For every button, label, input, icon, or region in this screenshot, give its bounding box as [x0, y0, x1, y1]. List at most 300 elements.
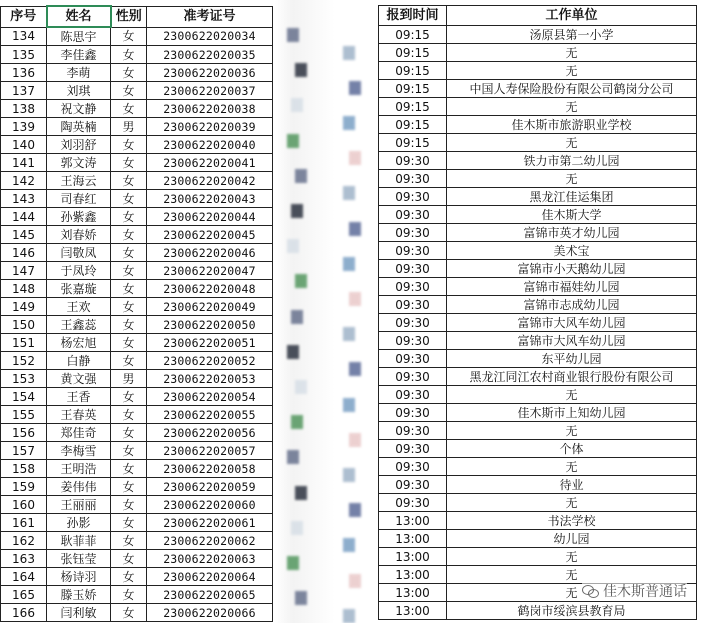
cell-employer[interactable]: 富锦市大风车幼儿园 [447, 332, 697, 350]
cell-name[interactable]: 司春红 [47, 190, 111, 208]
table-row [379, 260, 697, 278]
cell-name[interactable]: 郑佳奇 [47, 424, 111, 442]
watermark-text: 佳木斯普通话 [603, 584, 687, 600]
cell-gender[interactable]: 女 [111, 172, 147, 190]
cell-exam-id[interactable]: 2300622020066 [147, 604, 273, 622]
table-row [379, 476, 697, 494]
table-row [379, 152, 697, 170]
table-row [1, 550, 273, 568]
cell-employer[interactable]: 中国人寿保险股份有限公司鹤岗分公司 [447, 80, 697, 98]
redaction-block [291, 415, 303, 429]
cell-employer[interactable]: 汤原县第一小学 [447, 26, 697, 44]
table-row [1, 262, 273, 280]
header-index: 序号 [1, 6, 47, 27]
cell-index[interactable]: 152 [1, 352, 47, 370]
cell-name[interactable]: 杨诗羽 [47, 568, 111, 586]
cell-employer[interactable]: 无 [447, 584, 697, 602]
cell-index[interactable]: 160 [1, 496, 47, 514]
cell-index[interactable]: 138 [1, 100, 47, 118]
cell-employer[interactable]: 佳木斯市上知幼儿园 [447, 404, 697, 422]
table-row [1, 280, 273, 298]
table-row [1, 604, 273, 622]
cell-exam-id[interactable]: 2300622020059 [147, 478, 273, 496]
cell-gender[interactable]: 女 [111, 27, 147, 46]
cell-name[interactable]: 刘春娇 [47, 226, 111, 244]
table-row [1, 478, 273, 496]
left-header-row [1, 6, 273, 27]
cell-name[interactable]: 张钰莹 [47, 550, 111, 568]
cell-employer[interactable]: 富锦市大风车幼儿园 [447, 314, 697, 332]
cell-exam-id[interactable]: 2300622020056 [147, 424, 273, 442]
cell-index[interactable]: 148 [1, 280, 47, 298]
redaction-block [291, 98, 303, 112]
redaction-block [343, 257, 355, 271]
cell-checkin-time[interactable]: 09:15 [379, 134, 447, 152]
redaction-block [343, 609, 355, 623]
table-row [379, 458, 697, 476]
table-row [379, 314, 697, 332]
cell-index[interactable]: 155 [1, 406, 47, 424]
cell-checkin-time[interactable]: 09:30 [379, 170, 447, 188]
cell-index[interactable]: 165 [1, 586, 47, 604]
cell-exam-id[interactable]: 2300622020036 [147, 64, 273, 82]
cell-name[interactable]: 白静 [47, 352, 111, 370]
table-row [379, 170, 697, 188]
cell-name[interactable]: 孙紫鑫 [47, 208, 111, 226]
cell-gender[interactable]: 男 [111, 370, 147, 388]
cell-exam-id[interactable]: 2300622020041 [147, 154, 273, 172]
table-row [379, 422, 697, 440]
cell-employer[interactable]: 富锦市小天鹅幼儿园 [447, 260, 697, 278]
cell-checkin-time[interactable]: 09:15 [379, 116, 447, 134]
cell-gender[interactable]: 女 [111, 154, 147, 172]
cell-checkin-time[interactable]: 09:30 [379, 332, 447, 350]
watermark [582, 581, 687, 601]
table-row [1, 334, 273, 352]
cell-checkin-time[interactable]: 09:15 [379, 98, 447, 116]
cell-name[interactable]: 李佳鑫 [47, 46, 111, 64]
cell-exam-id[interactable]: 2300622020050 [147, 316, 273, 334]
table-row [379, 98, 697, 116]
cell-checkin-time[interactable]: 09:30 [379, 260, 447, 278]
redaction-block [295, 274, 307, 288]
cell-checkin-time[interactable]: 09:30 [379, 152, 447, 170]
table-row [1, 586, 273, 604]
cell-index[interactable]: 135 [1, 46, 47, 64]
cell-gender[interactable]: 女 [111, 316, 147, 334]
cell-checkin-time[interactable]: 09:30 [379, 368, 447, 386]
cell-index[interactable]: 145 [1, 226, 47, 244]
cell-employer[interactable]: 无 [447, 98, 697, 116]
table-row [1, 208, 273, 226]
cell-index[interactable]: 140 [1, 136, 47, 154]
table-row [1, 514, 273, 532]
cell-gender[interactable]: 女 [111, 298, 147, 316]
cell-gender[interactable]: 女 [111, 388, 147, 406]
redaction-block [343, 46, 355, 60]
cell-index[interactable]: 141 [1, 154, 47, 172]
table-row [379, 206, 697, 224]
cell-name[interactable]: 刘羽舒 [47, 136, 111, 154]
cell-exam-id[interactable]: 2300622020055 [147, 406, 273, 424]
cell-name[interactable]: 王丽丽 [47, 496, 111, 514]
cell-checkin-time[interactable]: 09:30 [379, 314, 447, 332]
cell-exam-id[interactable]: 2300622020060 [147, 496, 273, 514]
cell-name[interactable]: 姜伟伟 [47, 478, 111, 496]
cell-employer[interactable]: 无 [447, 134, 697, 152]
cell-employer[interactable]: 黑龙江佳运集团 [447, 188, 697, 206]
left-table [0, 5, 273, 622]
cell-gender[interactable]: 女 [111, 64, 147, 82]
cell-index[interactable]: 150 [1, 316, 47, 334]
cell-index[interactable]: 144 [1, 208, 47, 226]
redaction-block [349, 222, 361, 236]
table-row [379, 278, 697, 296]
cell-exam-id[interactable]: 2300622020061 [147, 514, 273, 532]
cell-exam-id[interactable]: 2300622020046 [147, 244, 273, 262]
table-row [379, 224, 697, 242]
cell-gender[interactable]: 女 [111, 460, 147, 478]
cell-exam-id[interactable]: 2300622020034 [147, 27, 273, 46]
cell-gender[interactable]: 女 [111, 406, 147, 424]
redaction-block [291, 521, 303, 535]
cell-gender[interactable]: 女 [111, 532, 147, 550]
cell-employer[interactable]: 无 [447, 458, 697, 476]
header-exam-id: 准考证号 [147, 6, 273, 27]
table-row [379, 350, 697, 368]
table-row [1, 406, 273, 424]
cell-employer[interactable]: 富锦市福娃幼儿园 [447, 278, 697, 296]
table-row [379, 602, 697, 620]
cell-name[interactable]: 李萌 [47, 64, 111, 82]
cell-employer[interactable]: 富锦市英才幼儿园 [447, 224, 697, 242]
redaction-block [287, 28, 299, 42]
cell-exam-id[interactable]: 2300622020045 [147, 226, 273, 244]
cell-employer[interactable]: 无 [447, 62, 697, 80]
cell-checkin-time[interactable]: 09:15 [379, 62, 447, 80]
redaction-block [291, 204, 303, 218]
table-row [379, 494, 697, 512]
table-row [1, 496, 273, 514]
table-row [1, 226, 273, 244]
table-row [1, 316, 273, 334]
cell-name[interactable]: 黄文强 [47, 370, 111, 388]
cell-checkin-time[interactable]: 13:00 [379, 602, 447, 620]
table-row [379, 134, 697, 152]
redaction-block [287, 450, 299, 464]
cell-index[interactable]: 153 [1, 370, 47, 388]
cell-checkin-time[interactable]: 09:30 [379, 422, 447, 440]
cell-exam-id[interactable]: 2300622020038 [147, 100, 273, 118]
cell-checkin-time[interactable]: 09:30 [379, 350, 447, 368]
header-checkin-time: 报到时间 [379, 6, 447, 26]
cell-exam-id[interactable]: 2300622020047 [147, 262, 273, 280]
cell-checkin-time[interactable]: 09:30 [379, 188, 447, 206]
redaction-block [287, 134, 299, 148]
cell-employer[interactable]: 无 [447, 170, 697, 188]
cell-exam-id[interactable]: 2300622020048 [147, 280, 273, 298]
cell-checkin-time[interactable]: 09:30 [379, 206, 447, 224]
table-row [379, 332, 697, 350]
cell-exam-id[interactable]: 2300622020058 [147, 460, 273, 478]
cell-employer[interactable]: 铁力市第二幼儿园 [447, 152, 697, 170]
cell-name[interactable]: 王欢 [47, 298, 111, 316]
table-row [1, 244, 273, 262]
redaction-block [295, 380, 307, 394]
cell-name[interactable]: 闫敬凤 [47, 244, 111, 262]
cell-checkin-time[interactable]: 09:30 [379, 224, 447, 242]
redaction-block [349, 151, 361, 165]
table-row [1, 136, 273, 154]
cell-name[interactable]: 王明浩 [47, 460, 111, 478]
table-row [1, 172, 273, 190]
redaction-block [287, 345, 299, 359]
cell-index[interactable]: 151 [1, 334, 47, 352]
table-row [1, 298, 273, 316]
cell-exam-id[interactable]: 2300622020049 [147, 298, 273, 316]
cell-checkin-time[interactable]: 09:30 [379, 494, 447, 512]
cell-gender[interactable]: 女 [111, 550, 147, 568]
cell-index[interactable]: 139 [1, 118, 47, 136]
cell-gender[interactable]: 女 [111, 280, 147, 298]
redaction-block [349, 574, 361, 588]
cell-name[interactable]: 陈思宇 [47, 27, 111, 46]
cell-checkin-time[interactable]: 13:00 [379, 548, 447, 566]
cell-gender[interactable]: 女 [111, 208, 147, 226]
cell-gender[interactable]: 女 [111, 46, 147, 64]
cell-exam-id[interactable]: 2300622020035 [147, 46, 273, 64]
redaction-block [349, 292, 361, 306]
cell-employer[interactable]: 无 [447, 548, 697, 566]
cell-name[interactable]: 王香 [47, 388, 111, 406]
cell-gender[interactable]: 女 [111, 244, 147, 262]
cell-index[interactable]: 134 [1, 27, 47, 46]
cell-index[interactable]: 166 [1, 604, 47, 622]
cell-index[interactable]: 163 [1, 550, 47, 568]
table-row [1, 27, 273, 46]
cell-name[interactable]: 王春英 [47, 406, 111, 424]
table-row [1, 100, 273, 118]
cell-exam-id[interactable]: 2300622020064 [147, 568, 273, 586]
cell-gender[interactable]: 女 [111, 568, 147, 586]
cell-employer[interactable]: 佳木斯大学 [447, 206, 697, 224]
cell-name[interactable]: 王鑫蕊 [47, 316, 111, 334]
table-row [1, 118, 273, 136]
cell-name[interactable]: 郭文涛 [47, 154, 111, 172]
cell-index[interactable]: 158 [1, 460, 47, 478]
cell-checkin-time[interactable]: 09:15 [379, 44, 447, 62]
right-header-row [379, 6, 697, 26]
cell-checkin-time[interactable]: 13:00 [379, 566, 447, 584]
cell-index[interactable]: 154 [1, 388, 47, 406]
cell-name[interactable]: 耿菲菲 [47, 532, 111, 550]
cell-name[interactable]: 祝文静 [47, 100, 111, 118]
table-row [1, 568, 273, 586]
cell-exam-id[interactable]: 2300622020057 [147, 442, 273, 460]
table-row [379, 116, 697, 134]
cell-gender[interactable]: 女 [111, 334, 147, 352]
left-table-body [1, 27, 273, 622]
cell-exam-id[interactable]: 2300622020065 [147, 586, 273, 604]
cell-exam-id[interactable]: 2300622020039 [147, 118, 273, 136]
cell-exam-id[interactable]: 2300622020063 [147, 550, 273, 568]
cell-checkin-time[interactable]: 09:30 [379, 476, 447, 494]
cell-checkin-time[interactable]: 09:15 [379, 80, 447, 98]
cell-checkin-time[interactable]: 09:30 [379, 296, 447, 314]
cell-exam-id[interactable]: 2300622020037 [147, 82, 273, 100]
cell-employer[interactable]: 个体 [447, 440, 697, 458]
redaction-block [349, 81, 361, 95]
table-row [1, 370, 273, 388]
cell-gender[interactable]: 女 [111, 352, 147, 370]
redaction-block [295, 169, 307, 183]
table-row [1, 424, 273, 442]
right-table [378, 5, 697, 620]
table-row [379, 548, 697, 566]
cell-checkin-time[interactable]: 09:30 [379, 242, 447, 260]
cell-employer[interactable]: 无 [447, 386, 697, 404]
cell-index[interactable]: 161 [1, 514, 47, 532]
redaction-block [349, 433, 361, 447]
right-table-body [379, 26, 697, 620]
cell-exam-id[interactable]: 2300622020043 [147, 190, 273, 208]
cell-gender[interactable]: 男 [111, 118, 147, 136]
redaction-block [287, 556, 299, 570]
redaction-block [295, 486, 307, 500]
cell-employer[interactable]: 佳木斯市旅游职业学校 [447, 116, 697, 134]
table-row [1, 352, 273, 370]
cell-name[interactable]: 于凤玲 [47, 262, 111, 280]
cell-index[interactable]: 162 [1, 532, 47, 550]
cell-name[interactable]: 孙影 [47, 514, 111, 532]
cell-gender[interactable]: 女 [111, 586, 147, 604]
cell-employer[interactable]: 书法学校 [447, 512, 697, 530]
cell-employer[interactable]: 待业 [447, 476, 697, 494]
cell-checkin-time[interactable]: 09:30 [379, 440, 447, 458]
table-row [1, 190, 273, 208]
table-row [1, 388, 273, 406]
cell-employer[interactable]: 无 [447, 494, 697, 512]
cell-index[interactable]: 159 [1, 478, 47, 496]
table-row [379, 404, 697, 422]
table-row [1, 46, 273, 64]
redaction-block [343, 116, 355, 130]
cell-name[interactable]: 陶英楠 [47, 118, 111, 136]
table-row [1, 442, 273, 460]
cell-exam-id[interactable]: 2300622020062 [147, 532, 273, 550]
table-row [1, 82, 273, 100]
table-row [379, 26, 697, 44]
cell-employer[interactable]: 东平幼儿园 [447, 350, 697, 368]
cell-exam-id[interactable]: 2300622020040 [147, 136, 273, 154]
cell-name[interactable]: 杨宏旭 [47, 334, 111, 352]
redaction-block [295, 591, 307, 605]
redaction-block [295, 63, 307, 77]
cell-name[interactable]: 王海云 [47, 172, 111, 190]
cell-gender[interactable]: 女 [111, 190, 147, 208]
table-row [379, 242, 697, 260]
table-row [379, 512, 697, 530]
cell-employer[interactable]: 幼儿园 [447, 530, 697, 548]
cell-checkin-time[interactable]: 13:00 [379, 530, 447, 548]
redaction-block [343, 538, 355, 552]
table-row [379, 44, 697, 62]
cell-checkin-time[interactable]: 13:00 [379, 584, 447, 602]
cell-employer[interactable]: 无 [447, 422, 697, 440]
cell-exam-id[interactable]: 2300622020053 [147, 370, 273, 388]
cell-gender[interactable]: 女 [111, 82, 147, 100]
header-name[interactable]: 姓名 [47, 6, 111, 27]
cell-employer[interactable]: 无 [447, 566, 697, 584]
table-row [1, 460, 273, 478]
cell-exam-id[interactable]: 2300622020044 [147, 208, 273, 226]
cell-index[interactable]: 149 [1, 298, 47, 316]
cell-index[interactable]: 142 [1, 172, 47, 190]
cell-gender[interactable]: 女 [111, 262, 147, 280]
cell-gender[interactable]: 女 [111, 424, 147, 442]
cell-gender[interactable]: 女 [111, 604, 147, 622]
cell-index[interactable]: 164 [1, 568, 47, 586]
cell-exam-id[interactable]: 2300622020054 [147, 388, 273, 406]
cell-gender[interactable]: 女 [111, 136, 147, 154]
cell-gender[interactable]: 女 [111, 496, 147, 514]
redaction-block [291, 310, 303, 324]
cell-index[interactable]: 146 [1, 244, 47, 262]
cell-gender[interactable]: 女 [111, 226, 147, 244]
table-row [379, 188, 697, 206]
cell-index[interactable]: 157 [1, 442, 47, 460]
cell-index[interactable]: 136 [1, 64, 47, 82]
cell-checkin-time[interactable]: 09:30 [379, 458, 447, 476]
cell-checkin-time[interactable]: 09:15 [379, 26, 447, 44]
cell-name[interactable]: 滕玉娇 [47, 586, 111, 604]
cell-checkin-time[interactable]: 09:30 [379, 386, 447, 404]
table-row [1, 154, 273, 172]
redaction-block [343, 186, 355, 200]
cell-name[interactable]: 刘琪 [47, 82, 111, 100]
cell-employer[interactable]: 无 [447, 44, 697, 62]
cell-employer[interactable]: 美术宝 [447, 242, 697, 260]
cell-name[interactable]: 张嘉璇 [47, 280, 111, 298]
cell-index[interactable]: 156 [1, 424, 47, 442]
redaction-block [343, 327, 355, 341]
redaction-block [349, 362, 361, 376]
cell-employer[interactable]: 黑龙江同江农村商业银行股份有限公司 [447, 368, 697, 386]
cell-index[interactable]: 147 [1, 262, 47, 280]
cell-checkin-time[interactable]: 09:30 [379, 404, 447, 422]
header-employer: 工作单位 [447, 6, 697, 26]
cell-gender[interactable]: 女 [111, 100, 147, 118]
cell-gender[interactable]: 女 [111, 442, 147, 460]
cell-employer[interactable]: 鹤岗市绥滨县教育局 [447, 602, 697, 620]
redaction-block [343, 398, 355, 412]
cell-checkin-time[interactable]: 09:30 [379, 278, 447, 296]
cell-index[interactable]: 143 [1, 190, 47, 208]
redaction-block [287, 239, 299, 253]
cell-index[interactable]: 137 [1, 82, 47, 100]
table-row [379, 386, 697, 404]
cell-exam-id[interactable]: 2300622020052 [147, 352, 273, 370]
redaction-block [349, 503, 361, 517]
cell-exam-id[interactable]: 2300622020042 [147, 172, 273, 190]
cell-exam-id[interactable]: 2300622020051 [147, 334, 273, 352]
cell-name[interactable]: 李梅雪 [47, 442, 111, 460]
cell-employer[interactable]: 富锦市志成幼儿园 [447, 296, 697, 314]
cell-name[interactable]: 闫利敏 [47, 604, 111, 622]
cell-gender[interactable]: 女 [111, 478, 147, 496]
cell-checkin-time[interactable]: 13:00 [379, 512, 447, 530]
cell-gender[interactable]: 女 [111, 514, 147, 532]
